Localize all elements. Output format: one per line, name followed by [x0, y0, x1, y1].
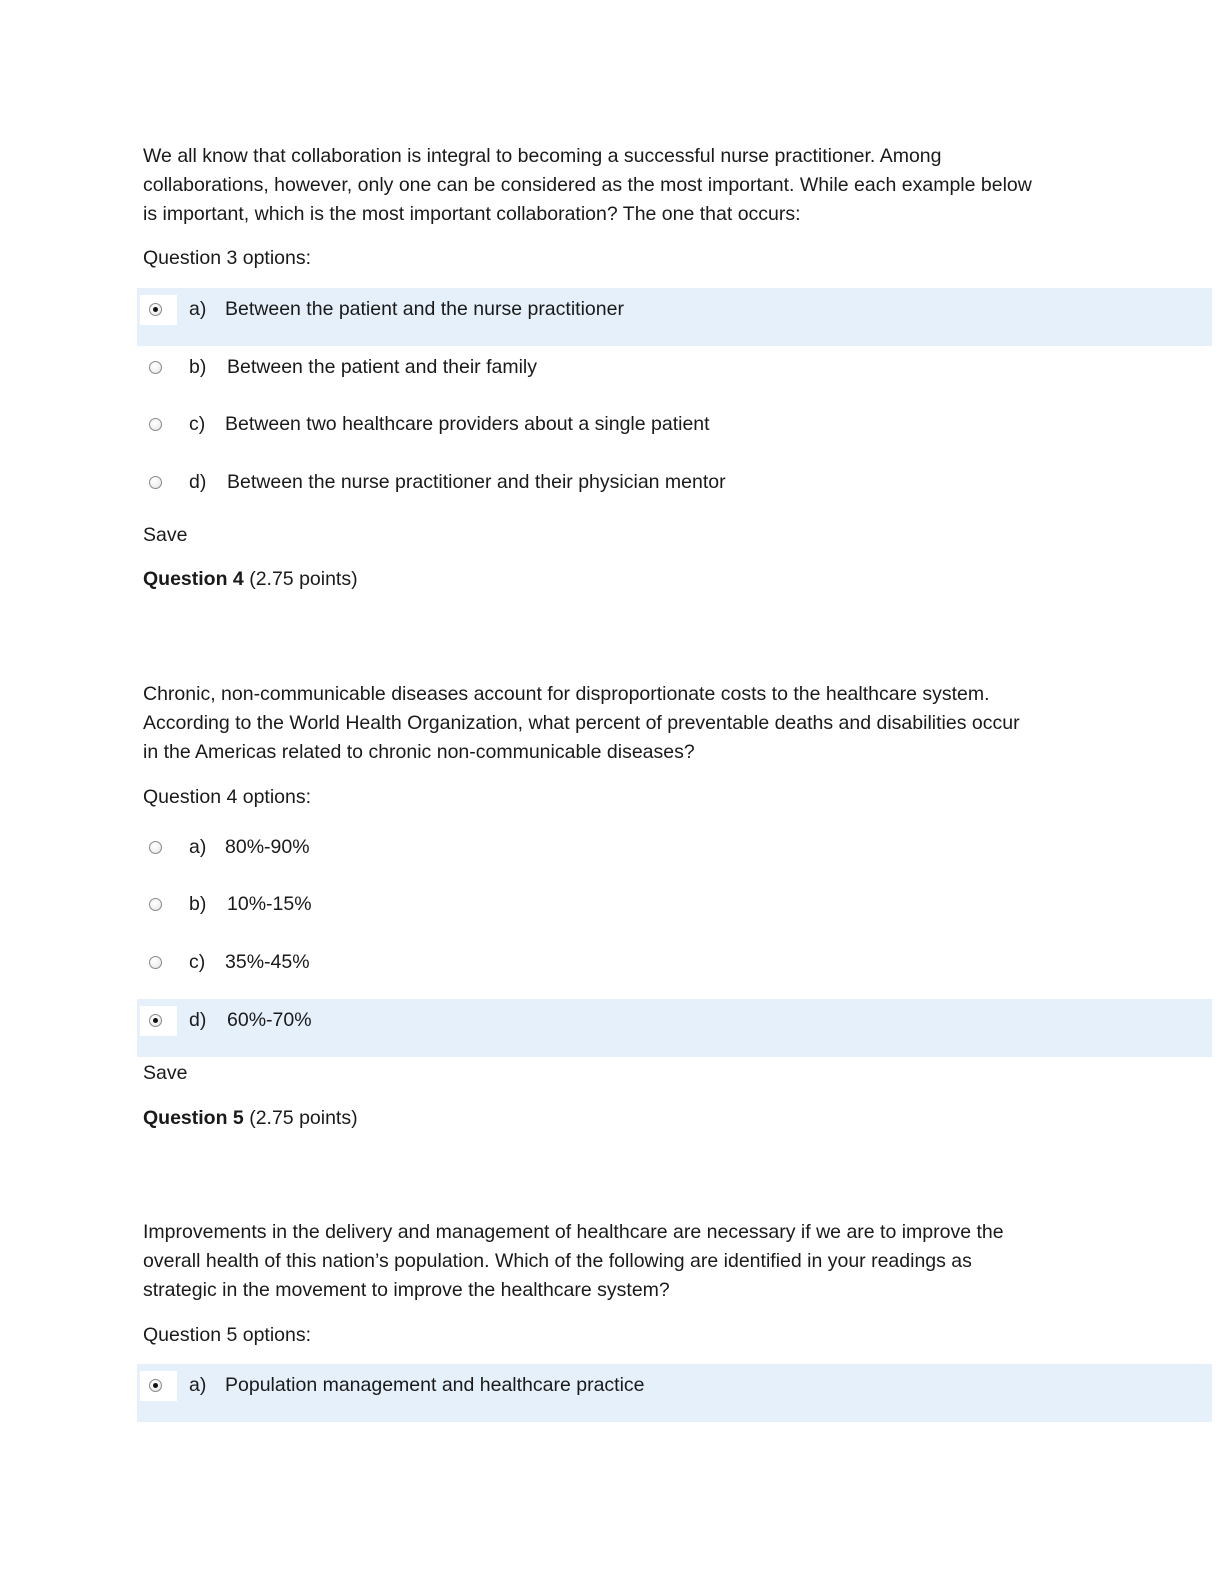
prompt-line: overall health of this nation’s population. Which of the following are identified in your readings as [143, 1250, 972, 1272]
radio-button-selected-icon[interactable] [149, 1379, 162, 1392]
question-4-option-a[interactable] [137, 826, 1212, 884]
radio-button-icon[interactable] [149, 476, 162, 489]
prompt-line: Improvements in the delivery and management of healthcare are necessary if we are to improve the [143, 1221, 1004, 1243]
option-letter: b) [189, 356, 207, 378]
option-letter: a) [189, 1374, 207, 1396]
question-4-prompt [143, 680, 1083, 767]
question-4-option-d[interactable] [137, 999, 1212, 1057]
option-letter: a) [189, 836, 207, 858]
option-letter: d) [189, 1009, 207, 1031]
question-5-option-a[interactable] [137, 1364, 1212, 1422]
question-3-option-a[interactable] [137, 288, 1212, 346]
question-3-prompt [143, 142, 1083, 229]
option-letter: b) [189, 893, 207, 915]
option-text: Population management and healthcare practice [225, 1374, 645, 1396]
option-letter: d) [189, 471, 207, 493]
prompt-line: in the Americas related to chronic non-communicable diseases? [143, 741, 695, 763]
question-5-heading [143, 1106, 358, 1130]
question-4-heading [143, 567, 358, 591]
question-points: (2.75 points) [249, 1107, 358, 1129]
radio-button-selected-icon[interactable] [149, 1014, 162, 1027]
radio-button-icon[interactable] [149, 418, 162, 431]
radio-button-icon[interactable] [149, 898, 162, 911]
prompt-line: We all know that collaboration is integral to becoming a successful nurse practitioner. Among [143, 145, 942, 167]
option-text: 80%-90% [225, 836, 310, 858]
question-3-save-link[interactable]: Save [143, 524, 188, 546]
option-text: Between two healthcare providers about a single patient [225, 413, 710, 435]
radio-button-icon[interactable] [149, 956, 162, 969]
option-text: 35%-45% [225, 951, 310, 973]
question-3-option-b[interactable] [137, 346, 1212, 404]
question-title: Question 4 [143, 568, 244, 590]
prompt-line: According to the World Health Organization, what percent of preventable deaths and disabilities occur [143, 712, 1020, 734]
question-3-options-label: Question 3 options: [143, 247, 312, 269]
question-4-option-b[interactable] [137, 883, 1212, 941]
question-4-option-c[interactable] [137, 941, 1212, 999]
option-text: Between the nurse practitioner and their physician mentor [227, 471, 726, 493]
question-5-prompt [143, 1218, 1083, 1305]
question-3-option-c[interactable] [137, 403, 1212, 461]
prompt-line: is important, which is the most important collaboration? The one that occurs: [143, 203, 801, 225]
question-5-options-label: Question 5 options: [143, 1324, 312, 1346]
question-4-options-label: Question 4 options: [143, 786, 312, 808]
question-4-save-link[interactable]: Save [143, 1062, 188, 1084]
question-3-option-d[interactable] [137, 461, 1212, 519]
prompt-line: collaborations, however, only one can be considered as the most important. While each example below [143, 174, 1032, 196]
question-title: Question 5 [143, 1107, 244, 1129]
option-letter: a) [189, 298, 207, 320]
radio-button-icon[interactable] [149, 841, 162, 854]
option-text: Between the patient and the nurse practitioner [225, 298, 624, 320]
prompt-line: strategic in the movement to improve the healthcare system? [143, 1279, 670, 1301]
option-letter: c) [189, 951, 206, 973]
option-text: 10%-15% [227, 893, 312, 915]
option-text: 60%-70% [227, 1009, 312, 1031]
radio-button-selected-icon[interactable] [149, 303, 162, 316]
question-points: (2.75 points) [249, 568, 358, 590]
option-letter: c) [189, 413, 206, 435]
option-text: Between the patient and their family [227, 356, 538, 378]
radio-button-icon[interactable] [149, 361, 162, 374]
prompt-line: Chronic, non-communicable diseases account for disproportionate costs to the healthcare system. [143, 683, 990, 705]
